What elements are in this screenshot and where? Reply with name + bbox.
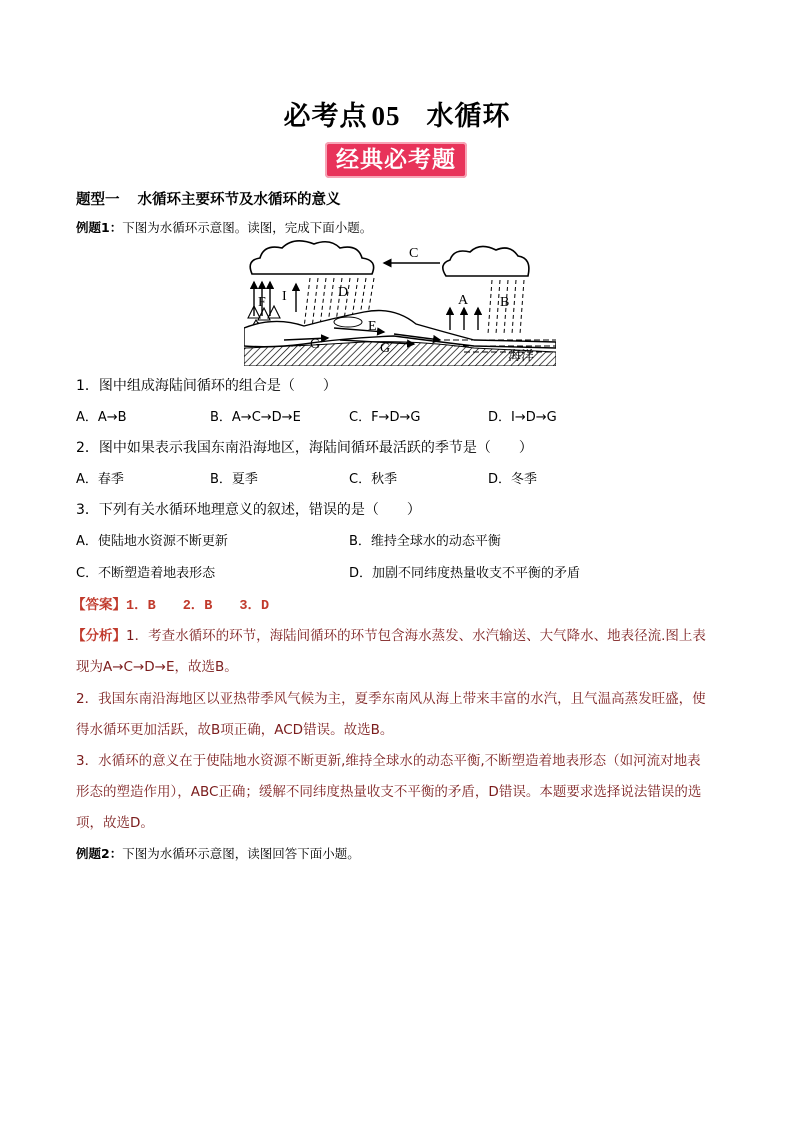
analysis-line-7: 项，故选D。 — [76, 815, 154, 831]
q3-option-c: C．不断塑造着地表形态 — [76, 566, 216, 581]
svg-text:D: D — [338, 285, 349, 300]
svg-text:G: G — [310, 337, 321, 352]
svg-text:B: B — [500, 295, 510, 310]
q2-option-c: C．秋季 — [349, 472, 398, 487]
q3-option-a: A．使陆地水资源不断更新 — [76, 534, 228, 549]
svg-text:A: A — [458, 293, 469, 308]
q1-option-a: A．A→B — [76, 410, 127, 425]
ocean-label: 海洋 — [508, 349, 535, 364]
classic-questions-badge: 经典必考题 — [325, 142, 467, 178]
analysis-line-5: 3．水循环的意义在于使陆地水资源不断更新,维持全球水的动态平衡,不断塑造着地表形态（如河流对地表 — [76, 753, 701, 769]
ocean-cloud — [443, 246, 529, 276]
analysis-line-2: 现为A→C→D→E，故选B。 — [76, 659, 238, 675]
analysis-line-3: 2．我国东南沿海地区以亚热带季风气候为主，夏季东南风从海上带来丰富的水汽，且气温高蒸发旺盛，使 — [76, 691, 706, 707]
analysis-line-4: 得水循环更加活跃，故B项正确，ACD错误。故选B。 — [76, 722, 394, 738]
land-cloud — [250, 241, 373, 274]
example-1-heading: 例题1：下图为水循环示意图。读图，完成下面小题。 — [76, 220, 373, 235]
svg-text:E: E — [368, 319, 377, 334]
example-2-heading: 例题2：下图为水循环示意图，读图回答下面小题。 — [76, 846, 360, 861]
question-2: 2．图中如果表示我国东南沿海地区，海陆间循环最活跃的季节是（ ） — [76, 440, 533, 456]
q1-option-c: C．F→D→G — [349, 410, 421, 425]
question-3: 3．下列有关水循环地理意义的叙述，错误的是（ ） — [76, 502, 421, 518]
diagram-label: C — [409, 246, 419, 261]
lake — [334, 317, 362, 327]
q2-option-d: D．冬季 — [488, 472, 538, 487]
analysis-line-1: 【分析】1．考查水循环的环节，海陆间循环的环节包含海水蒸发、水汽输送、大气降水、地表径流.图上表 — [72, 628, 706, 644]
q2-option-a: A．春季 — [76, 472, 124, 487]
q1-option-d: D．I→D→G — [488, 410, 557, 425]
ocean-evaporation-arrows — [450, 308, 478, 330]
analysis-line-6: 形态的塑造作用），ABC正确；缓解不同纬度热量收支不平衡的矛盾，D错误。本题要求选择说法错误的选 — [76, 784, 702, 800]
page-title: 必考点 05 水循环 — [283, 101, 511, 132]
section-heading: 题型一 水循环主要环节及水循环的意义 — [76, 192, 341, 208]
question-1: 1．图中组成海陆间循环的组合是（ ） — [76, 378, 337, 394]
answer-line: 【答案】1．B 2．B 3．D — [72, 597, 270, 614]
q3-option-b: B．维持全球水的动态平衡 — [349, 534, 501, 549]
q3-option-d: D．加剧不同纬度热量收支不平衡的矛盾 — [349, 566, 581, 581]
water-cycle-diagram — [244, 236, 556, 366]
q1-option-b: B．A→C→D→E — [210, 410, 301, 425]
svg-text:I: I — [282, 289, 287, 304]
q2-option-b: B．夏季 — [210, 472, 258, 487]
svg-text:G: G — [380, 341, 391, 356]
svg-text:F: F — [258, 295, 266, 310]
